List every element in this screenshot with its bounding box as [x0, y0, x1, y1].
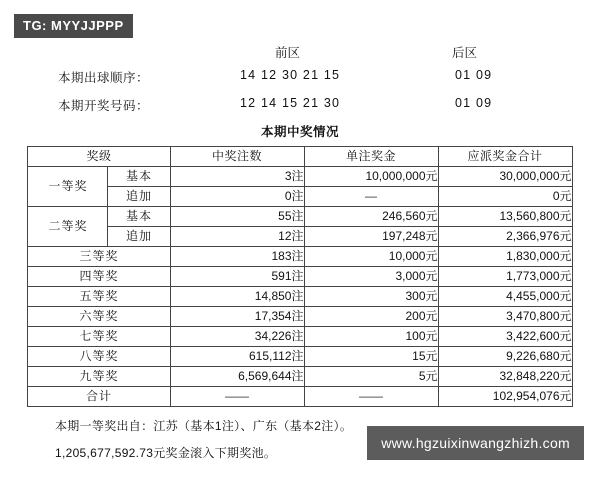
table-row	[28, 347, 572, 367]
count-cell: 3注	[170, 167, 304, 187]
sub-additional: 追加	[108, 187, 170, 207]
level-eighth: 八等奖	[28, 347, 170, 367]
header-sum: 应派奖金合计	[438, 147, 572, 167]
sub-basic: 基本	[108, 207, 170, 227]
header-level: 奖级	[28, 147, 170, 167]
table-total-row	[28, 387, 572, 407]
table-row	[28, 327, 572, 347]
sub-additional: 追加	[108, 227, 170, 247]
sum-cell: 102,954,076元	[438, 387, 572, 407]
each-cell: 5元	[304, 367, 438, 387]
level-total: 合计	[28, 387, 170, 407]
sum-cell: 1,773,000元	[438, 267, 572, 287]
back-zone-label: 后区	[452, 46, 478, 60]
count-cell: ——	[170, 387, 304, 407]
telegram-badge-label: TG: MYYJJPPP	[23, 18, 124, 33]
table-row	[28, 307, 572, 327]
level-ninth: 九等奖	[28, 367, 170, 387]
zone-header-row	[0, 40, 600, 62]
count-cell: 14,850注	[170, 287, 304, 307]
header-each: 单注奖金	[304, 147, 438, 167]
table-row	[28, 267, 572, 287]
sum-cell: 30,000,000元	[438, 167, 572, 187]
ball-order-back-numbers: 01 09	[455, 68, 493, 82]
count-cell: 0注	[170, 187, 304, 207]
first-prize-origin-note: 本期一等奖出自：江苏（基本1注）、广东（基本2注）。	[55, 419, 353, 433]
table-row	[28, 287, 572, 307]
jackpot-rollover-note: 1,205,677,592.73元奖金滚入下期奖池。	[55, 446, 277, 460]
each-cell: 300元	[304, 287, 438, 307]
table-header-row	[28, 147, 572, 167]
sub-basic: 基本	[108, 167, 170, 187]
ball-order-label: 本期出球顺序：	[58, 71, 150, 85]
winning-numbers-row	[0, 90, 600, 118]
telegram-badge	[14, 14, 133, 38]
winning-numbers-label: 本期开奖号码：	[58, 99, 150, 113]
sum-cell: 13,560,800元	[438, 207, 572, 227]
sum-cell: 4,455,000元	[438, 287, 572, 307]
each-cell: 10,000元	[304, 247, 438, 267]
winning-numbers-front: 12 14 15 21 30	[240, 96, 341, 110]
each-cell: 3,000元	[304, 267, 438, 287]
sum-cell: 1,830,000元	[438, 247, 572, 267]
count-cell: 34,226注	[170, 327, 304, 347]
lottery-result-sheet	[0, 40, 600, 461]
prize-table-title: 本期中奖情况	[260, 125, 339, 139]
level-second: 二等奖	[28, 207, 108, 247]
count-cell: 17,354注	[170, 307, 304, 327]
each-cell: —	[304, 187, 438, 207]
site-watermark	[365, 424, 586, 462]
sum-cell: 2,366,976元	[438, 227, 572, 247]
count-cell: 6,569,644注	[170, 367, 304, 387]
sum-cell: 32,848,220元	[438, 367, 572, 387]
sum-cell: 3,470,800元	[438, 307, 572, 327]
sum-cell: 9,226,680元	[438, 347, 572, 367]
table-row	[28, 227, 572, 247]
each-cell: 15元	[304, 347, 438, 367]
each-cell: 200元	[304, 307, 438, 327]
level-third: 三等奖	[28, 247, 170, 267]
header-count: 中奖注数	[170, 147, 304, 167]
ball-order-row	[0, 62, 600, 90]
table-row	[28, 187, 572, 207]
site-watermark-label: www.hgzuixinwangzhizh.com	[381, 435, 570, 451]
count-cell: 12注	[170, 227, 304, 247]
each-cell: 246,560元	[304, 207, 438, 227]
level-sixth: 六等奖	[28, 307, 170, 327]
level-first: 一等奖	[28, 167, 108, 207]
level-seventh: 七等奖	[28, 327, 170, 347]
table-row	[28, 247, 572, 267]
count-cell: 615,112注	[170, 347, 304, 367]
ball-order-front-numbers: 14 12 30 21 15	[240, 68, 341, 82]
winning-numbers-back: 01 09	[455, 96, 493, 110]
table-row	[28, 167, 572, 187]
count-cell: 55注	[170, 207, 304, 227]
prize-table	[27, 146, 572, 407]
each-cell: 197,248元	[304, 227, 438, 247]
count-cell: 591注	[170, 267, 304, 287]
each-cell: 100元	[304, 327, 438, 347]
level-fifth: 五等奖	[28, 287, 170, 307]
level-fourth: 四等奖	[28, 267, 170, 287]
table-row	[28, 207, 572, 227]
table-row	[28, 367, 572, 387]
each-cell: ——	[304, 387, 438, 407]
sum-cell: 3,422,600元	[438, 327, 572, 347]
front-zone-label: 前区	[275, 46, 301, 60]
each-cell: 10,000,000元	[304, 167, 438, 187]
sum-cell: 0元	[438, 187, 572, 207]
count-cell: 183注	[170, 247, 304, 267]
